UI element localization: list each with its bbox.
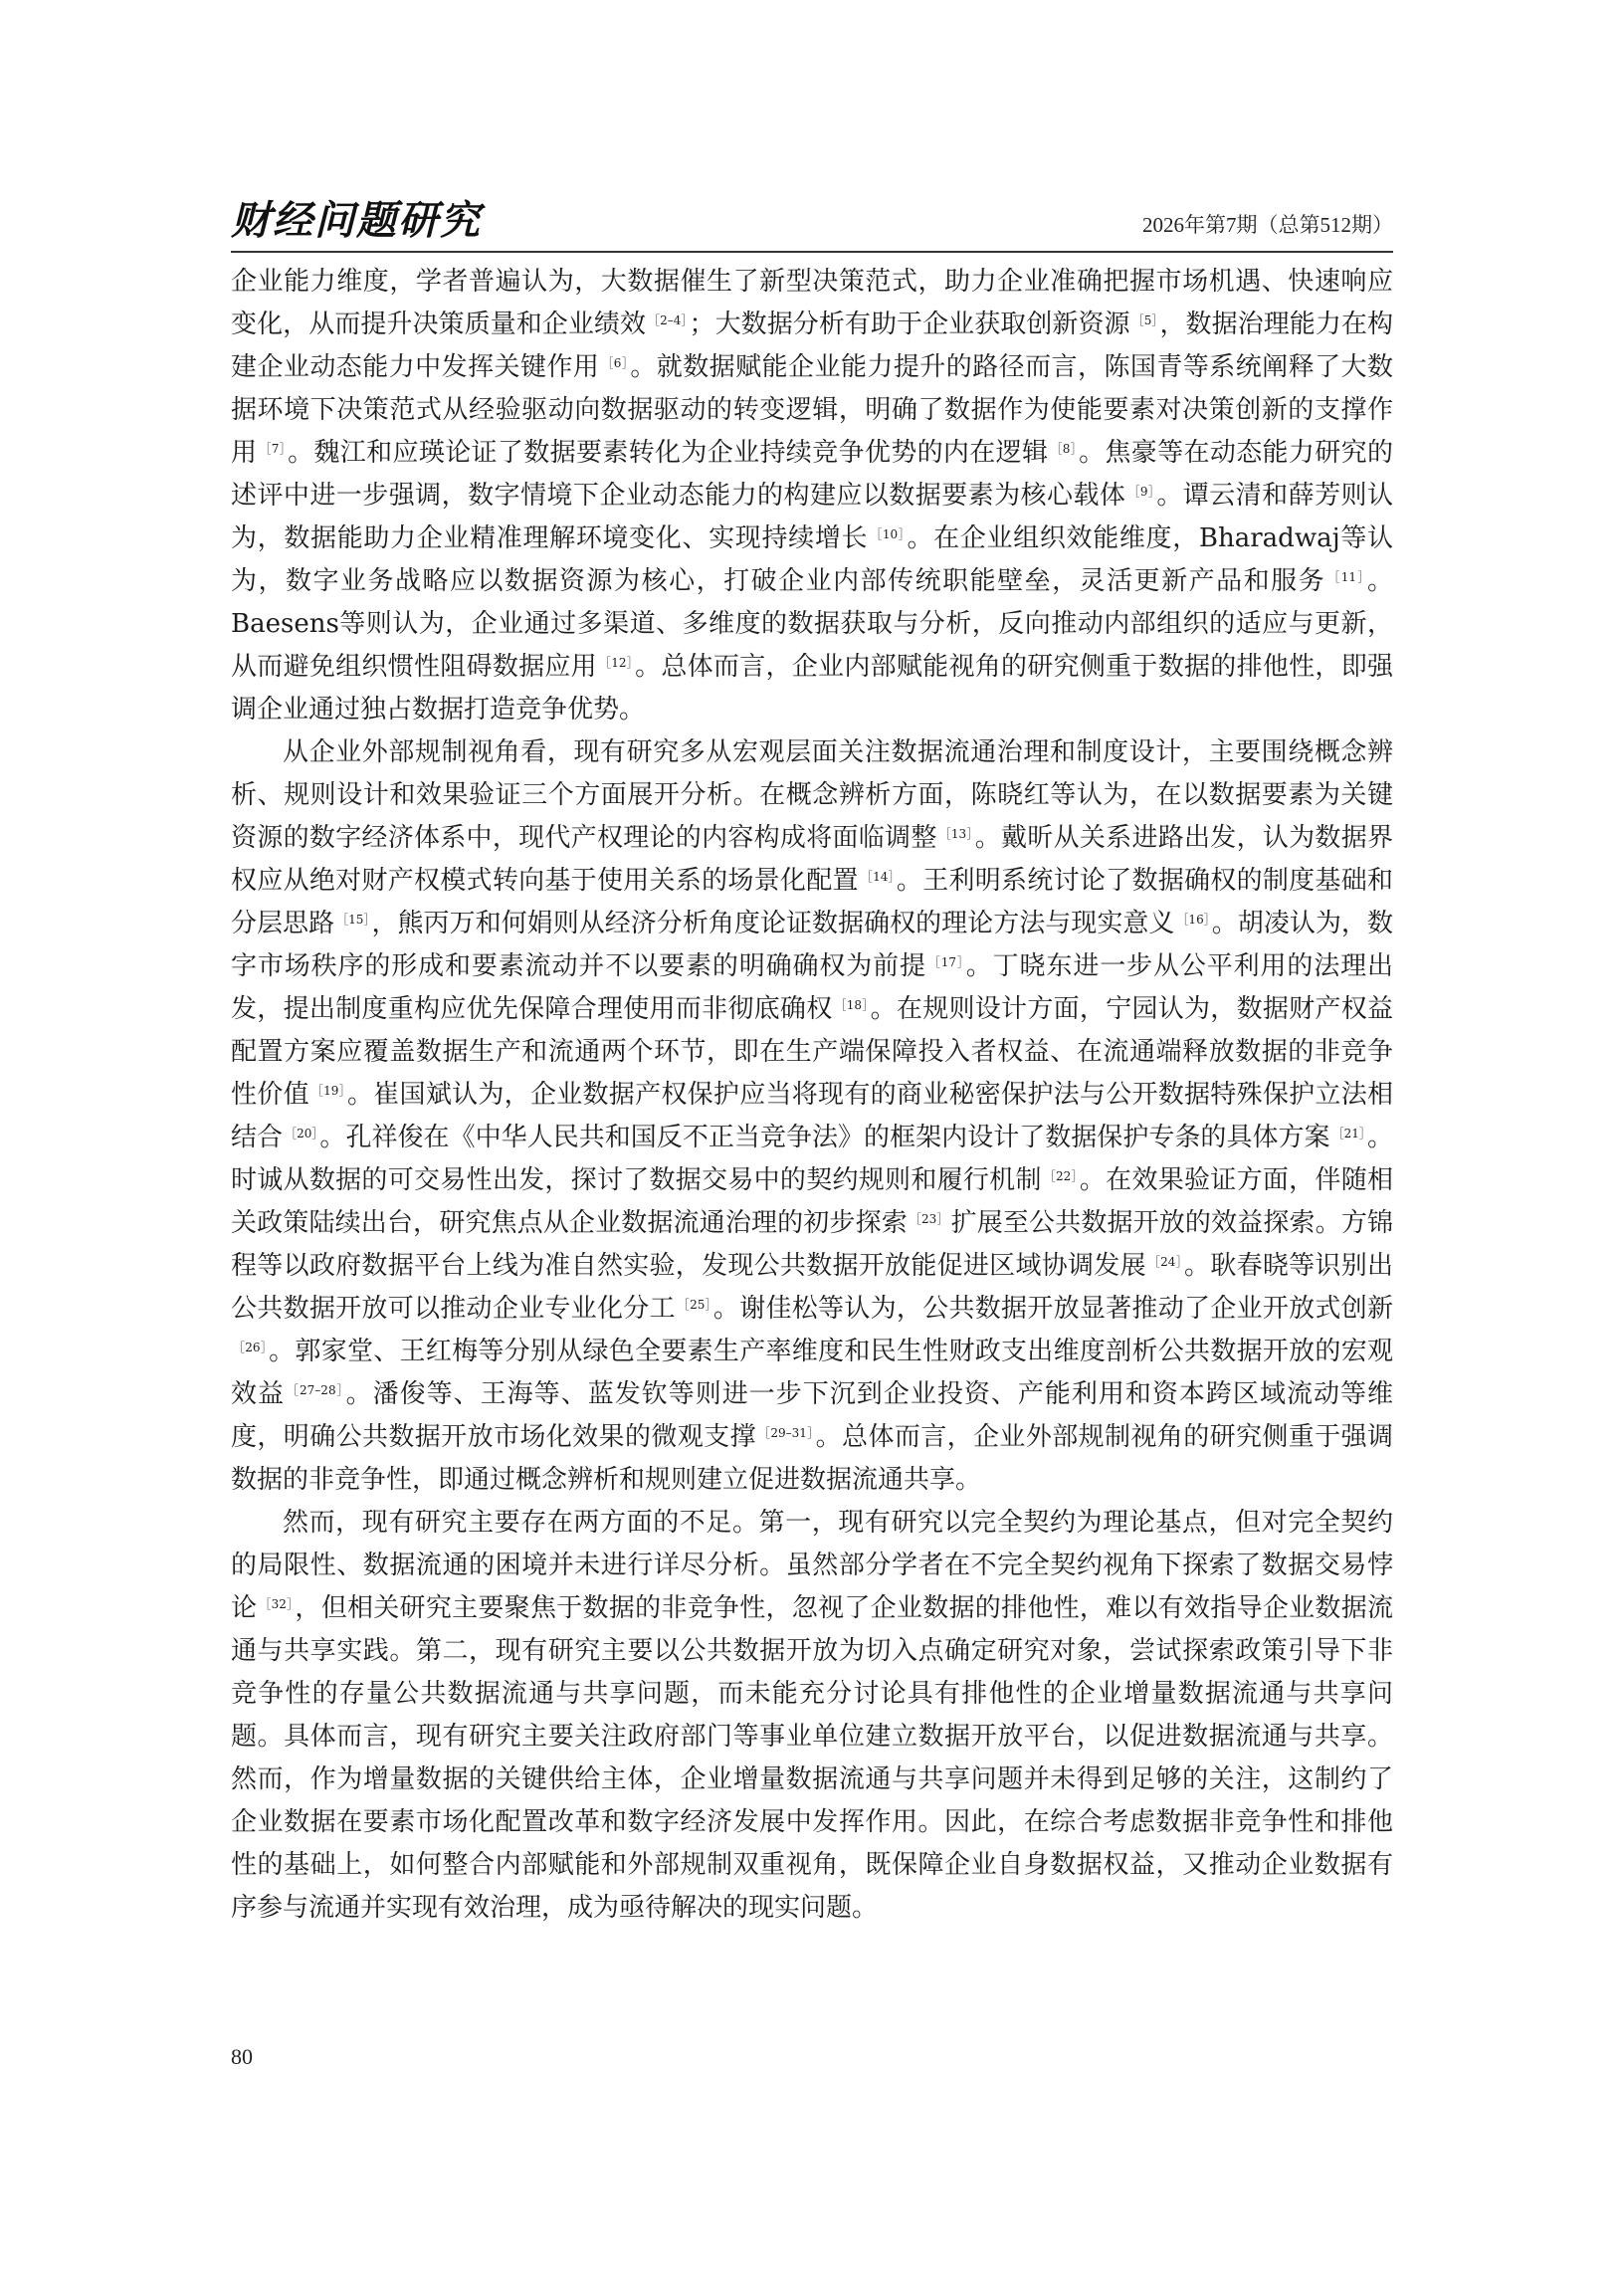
paragraph-text: 。魏江和应瑛论证了数据要素转化为企业持续竞争优势的内在逻辑 — [288, 438, 1049, 468]
citation-ref: ［14］ — [860, 870, 895, 884]
paragraph-text: 。耿春晓等识别出公共数据开放可以推动企业专业化分工 — [231, 1251, 1393, 1324]
paragraph-text: 企业能力维度，学者普遍认为，大数据催生了新型决策范式，助力企业准确把握市场机遇、快速响应变化，从而提升决策质量和企业绩效 — [231, 267, 1393, 339]
issue-info: 2026年第7期（总第512期） — [1142, 213, 1393, 237]
citation-ref: ［18］ — [834, 998, 869, 1012]
citation-ref: ［9］ — [1127, 485, 1155, 499]
body-paragraph — [231, 731, 1393, 1502]
body-paragraph — [231, 261, 1393, 731]
paragraph-text: 。总体而言，企业外部规制视角的研究侧重于强调数据的非竞争性，即通过概念辨析和规则建立促进数据流通共享。 — [231, 1422, 1393, 1495]
citation-ref: ［12］ — [598, 656, 634, 670]
citation-ref: ［23］ — [909, 1212, 949, 1226]
journal-name: 财经问题研究 — [231, 197, 482, 244]
paragraph-text: 。丁晓东进一步从公平利用的法理出发，提出制度重构应优先保障合理使用而非彻底确权 — [231, 951, 1393, 1024]
paragraph-text: 。谭云清和薛芳则认为，数据能助力企业精准理解环境变化、实现持续增长 — [231, 481, 1393, 553]
citation-ref: ［10］ — [870, 527, 906, 541]
paragraph-text: 。在企业组织效能维度，Bharadwaj等认为，数字业务战略应以数据资源为核心，打破企业内部传统职能壁垒，灵活更新产品和服务 — [231, 523, 1393, 596]
citation-ref: ［21］ — [1331, 1127, 1365, 1140]
citation-ref: ［19］ — [310, 1084, 345, 1098]
paragraph-text: ，数据治理能力在构建企业动态能力中发挥关键作用 — [231, 310, 1393, 382]
paragraph-text: 。就数据赋能企业能力提升的路径而言，陈国青等系统阐释了大数据环境下决策范式从经验驱动向数据驱动的转变逻辑，明确了数据作为使能要素对决策创新的支撑作用 — [231, 352, 1393, 468]
citation-ref: ［25］ — [677, 1298, 711, 1312]
paragraph-text: ，熊丙万和何娟则从经济分析角度论证数据确权的理论方法与现实意义 — [371, 909, 1175, 938]
paragraph-text: ，但相关研究主要聚焦于数据的非竞争性，忽视了企业数据的排他性，难以有效指导企业数据流通与共享实践。第二，现有研究主要以公共数据开放为切入点确定研究对象，尝试探索政策引导下非竞争性的存量公共数据流通与共享问题，而未能充分讨论具有排他性的企业增量数据流通与共享问题。具体而言，现有研究主要关注政府部门等事业单位建立数据开放平台，以促进数据流通与共享。然而，作为增量数据的关键供给主体，企业增量数据流通与共享问题并未得到足够的关注，这制约了企业数据在要素市场化配置改革和数字经济发展中发挥作用。因此，在综合考虑数据非竞争性和排他性的基础上，如何整合内部赋能和外部规制双重视角，既保障企业自身数据权益，又推动企业数据有序参与流通并实现有效治理，成为亟待解决的现实问题。 — [231, 1593, 1393, 1923]
citation-ref: ［11］ — [1327, 570, 1365, 584]
citation-ref: ［6］ — [601, 356, 629, 370]
citation-ref: ［5］ — [1131, 313, 1158, 327]
paragraph-text: 。谢佳松等认为，公共数据开放显著推动了企业开放式创新 — [712, 1294, 1393, 1324]
citation-ref: ［7］ — [259, 442, 287, 456]
paragraph-text: 。王利明系统讨论了数据确权的制度基础和分层思路 — [231, 866, 1393, 938]
paragraph-text: 。在规则设计方面，宁园认为，数据财产权益配置方案应覆盖数据生产和流通两个环节，即在生产端保障投入者权益、在流通端释放数据的非竞争性价值 — [231, 994, 1393, 1110]
paragraph-text: 。焦豪等在动态能力研究的述评中进一步强调，数字情境下企业动态能力的构建应以数据要素为核心载体 — [231, 438, 1393, 511]
citation-ref: ［8］ — [1050, 442, 1078, 456]
paragraph-text: 。Baesens等则认为，企业通过多渠道、多维度的数据获取与分析，反向推动内部组织的适应与更新，从而避免组织惯性阻碍数据应用 — [231, 566, 1393, 682]
paragraph-text: 。崔国斌认为，企业数据产权保护应当将现有的商业秘密保护法与公开数据特殊保护立法相结合 — [231, 1080, 1393, 1152]
paragraph-text: 。戴昕从关系进路出发，认为数据界权应从绝对财产权模式转向基于使用关系的场景化配置 — [231, 823, 1393, 896]
running-header — [231, 195, 1393, 253]
citation-ref: ［27–28］ — [287, 1383, 344, 1397]
citation-ref: ［15］ — [336, 913, 370, 927]
citation-ref: ［26］ — [233, 1341, 268, 1354]
citation-ref: ［29–31］ — [757, 1426, 814, 1440]
paragraph-text: 然而，现有研究主要存在两方面的不足。第一，现有研究以完全契约为理论基点，但对完全契约的局限性、数据流通的困境并未进行详尽分析。虽然部分学者在不完全契约视角下探索了数据交易悖论 — [231, 1508, 1393, 1623]
paragraph-text: 。孔祥俊在《中华人民共和国反不正当竞争法》的框架内设计了数据保护专条的具体方案 — [319, 1123, 1330, 1152]
paragraph-text: 。在效果验证方面，伴随相关政策陆续出台，研究焦点从企业数据流通治理的初步探索 — [231, 1165, 1393, 1238]
page-number: 80 — [231, 2044, 253, 2069]
citation-ref: ［2–4］ — [648, 313, 688, 327]
paragraph-text: 扩展至公共数据开放的效益探索。方锦程等以政府数据平台上线为准自然实验，发现公共数据开放能促进区域协调发展 — [231, 1208, 1393, 1281]
citation-ref: ［20］ — [285, 1127, 318, 1140]
citation-ref: ［24］ — [1147, 1255, 1182, 1269]
paragraph-text: 。总体而言，企业内部赋能视角的研究侧重于数据的排他性，即强调企业通过独占数据打造竞争优势。 — [231, 652, 1393, 725]
paragraph-text: 。胡凌认为，数字市场秩序的形成和要素流动并不以要素的明确确权为前提 — [231, 909, 1393, 981]
article-body — [231, 261, 1393, 1930]
paragraph-text: 。郭家堂、王红梅等分别从绿色全要素生产率维度和民生性财政支出维度剖析公共数据开放的宏观效益 — [231, 1337, 1393, 1409]
paragraph-text: ；大数据分析有助于企业获取创新资源 — [689, 310, 1130, 339]
citation-ref: ［22］ — [1043, 1169, 1078, 1183]
citation-ref: ［17］ — [927, 955, 964, 969]
citation-ref: ［13］ — [938, 827, 973, 841]
paragraph-text: 。时诚从数据的可交易性出发，探讨了数据交易中的契约规则和履行机制 — [231, 1123, 1393, 1195]
body-paragraph — [231, 1502, 1393, 1930]
paragraph-text: 。潘俊等、王海等、蓝发钦等则进一步下沉到企业投资、产能利用和资本跨区域流动等维度，明确公共数据开放市场化效果的微观支撑 — [231, 1379, 1393, 1452]
citation-ref: ［16］ — [1176, 913, 1210, 927]
citation-ref: ［32］ — [259, 1597, 294, 1611]
paragraph-text: 从企业外部规制视角看，现有研究多从宏观层面关注数据流通治理和制度设计，主要围绕概念辨析、规则设计和效果验证三个方面展开分析。在概念辨析方面，陈晓红等认为，在以数据要素为关键资源的数字经济体系中，现代产权理论的内容构成将面临调整 — [231, 737, 1393, 853]
